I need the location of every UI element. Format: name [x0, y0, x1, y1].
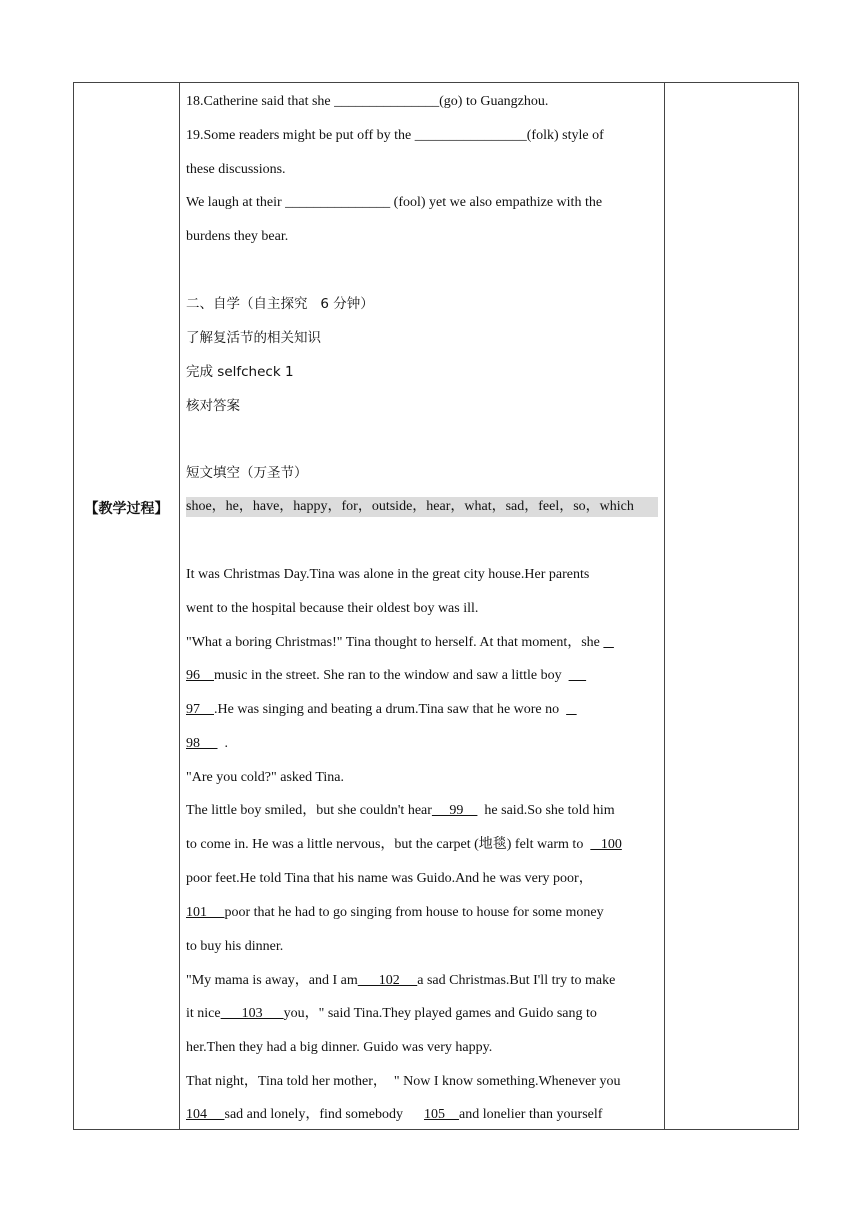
- blank-underline: 105: [423, 1107, 459, 1122]
- text-line: [186, 734, 228, 754]
- blank-underline: 96: [186, 668, 214, 683]
- text-span: to come in. He was a little nervous，but the carpet (地毯) felt warm to: [186, 837, 591, 852]
- text-line: [186, 700, 577, 720]
- text-line: [186, 633, 614, 653]
- teaching-process-label: 【教学过程】: [84, 501, 169, 517]
- text-span: 二、自学（自主探究 6 分钟）: [186, 296, 374, 312]
- text-span: "Are you cold?" asked Tina.: [186, 770, 345, 785]
- text-line: [186, 160, 286, 180]
- text-line: [186, 396, 240, 416]
- text-span: a sad Christmas.But I'll try to make: [417, 973, 616, 988]
- text-span: poor that he had to go singing from house to house for some money: [224, 905, 604, 920]
- text-line: [186, 666, 586, 686]
- text-line: [186, 903, 604, 923]
- blank-underline: 101: [186, 905, 225, 920]
- text-span: went to the hospital because their oldest boy was ill.: [186, 601, 479, 616]
- text-span: 19.Some readers might be put off by the ________________(folk) style of: [186, 128, 604, 143]
- blank-underline: 98: [186, 736, 218, 751]
- text-span: We laugh at their _______________ (fool) yet we also empathize with the: [186, 195, 603, 210]
- text-line: [186, 227, 288, 247]
- text-span: shoe，he，have，happy，for，outside，hear，what，sad，feel，so，which: [186, 499, 634, 514]
- text-line: [186, 869, 593, 889]
- word-bank: [186, 497, 658, 517]
- text-line: [186, 193, 602, 213]
- blank-underline: 103: [220, 1006, 284, 1021]
- text-span: 短文填空（万圣节）: [186, 465, 308, 481]
- text-span: it nice: [186, 1006, 221, 1021]
- text-line: [186, 1072, 620, 1092]
- column-divider: [179, 83, 180, 1129]
- text-line: [186, 126, 604, 146]
- text-line: [186, 294, 374, 314]
- text-line: [186, 971, 615, 991]
- blank-underline: [569, 668, 587, 683]
- text-line: [186, 1038, 492, 1058]
- blank-underline: 100: [590, 837, 622, 852]
- text-span: and lonelier than yourself: [458, 1107, 603, 1122]
- text-span: That night，Tina told her mother， " Now I know something.Whenever you: [186, 1074, 621, 1089]
- text-span: It was Christmas Day.Tina was alone in the great city house.Her parents: [186, 567, 590, 582]
- text-span: 18.Catherine said that she _______________(go) to Guangzhou.: [186, 94, 549, 109]
- text-span: to buy his dinner.: [186, 939, 284, 954]
- blank-underline: [603, 635, 614, 650]
- text-line: [186, 328, 321, 348]
- text-span: burdens they bear.: [186, 229, 289, 244]
- text-span: sad and lonely，find somebody: [224, 1107, 424, 1122]
- blank-underline: 99: [431, 803, 478, 818]
- text-span: he said.So she told him: [477, 803, 615, 818]
- text-span: poor feet.He told Tina that his name was Guido.And he was very poor，: [186, 871, 593, 886]
- text-span: her.Then they had a big dinner. Guido was very happy.: [186, 1040, 493, 1055]
- text-line: [186, 768, 344, 788]
- text-span: 完成 selfcheck 1: [186, 364, 294, 380]
- text-line: [186, 937, 283, 957]
- blank-underline: 97: [186, 702, 214, 717]
- text-span: "My mama is away，and I am: [186, 973, 358, 988]
- text-line: [186, 599, 478, 619]
- text-line: [186, 362, 294, 382]
- text-span: "What a boring Christmas!" Tina thought to herself. At that moment，she: [186, 635, 604, 650]
- text-line: [186, 835, 622, 855]
- text-span: music in the street. She ran to the window and saw a little boy: [214, 668, 569, 683]
- text-span: 了解复活节的相关知识: [186, 330, 321, 346]
- text-span: The little boy smiled，but she couldn't hear: [186, 803, 432, 818]
- text-span: .He was singing and beating a drum.Tina saw that he wore no: [214, 702, 567, 717]
- text-span: .: [217, 736, 228, 751]
- text-line: [186, 801, 615, 821]
- blank-underline: [566, 702, 577, 717]
- text-line: [186, 463, 308, 483]
- text-span: you，" said Tina.They played games and Guido sang to: [283, 1006, 597, 1021]
- text-span: 核对答案: [186, 398, 240, 414]
- blank-underline: 102: [357, 973, 418, 988]
- column-divider: [664, 83, 665, 1129]
- text-span: these discussions.: [186, 162, 286, 177]
- text-line: [186, 565, 589, 585]
- text-line: [186, 1105, 602, 1125]
- lesson-table: [73, 82, 799, 1130]
- text-line: [186, 1004, 597, 1024]
- blank-underline: 104: [186, 1107, 225, 1122]
- text-line: [186, 92, 548, 112]
